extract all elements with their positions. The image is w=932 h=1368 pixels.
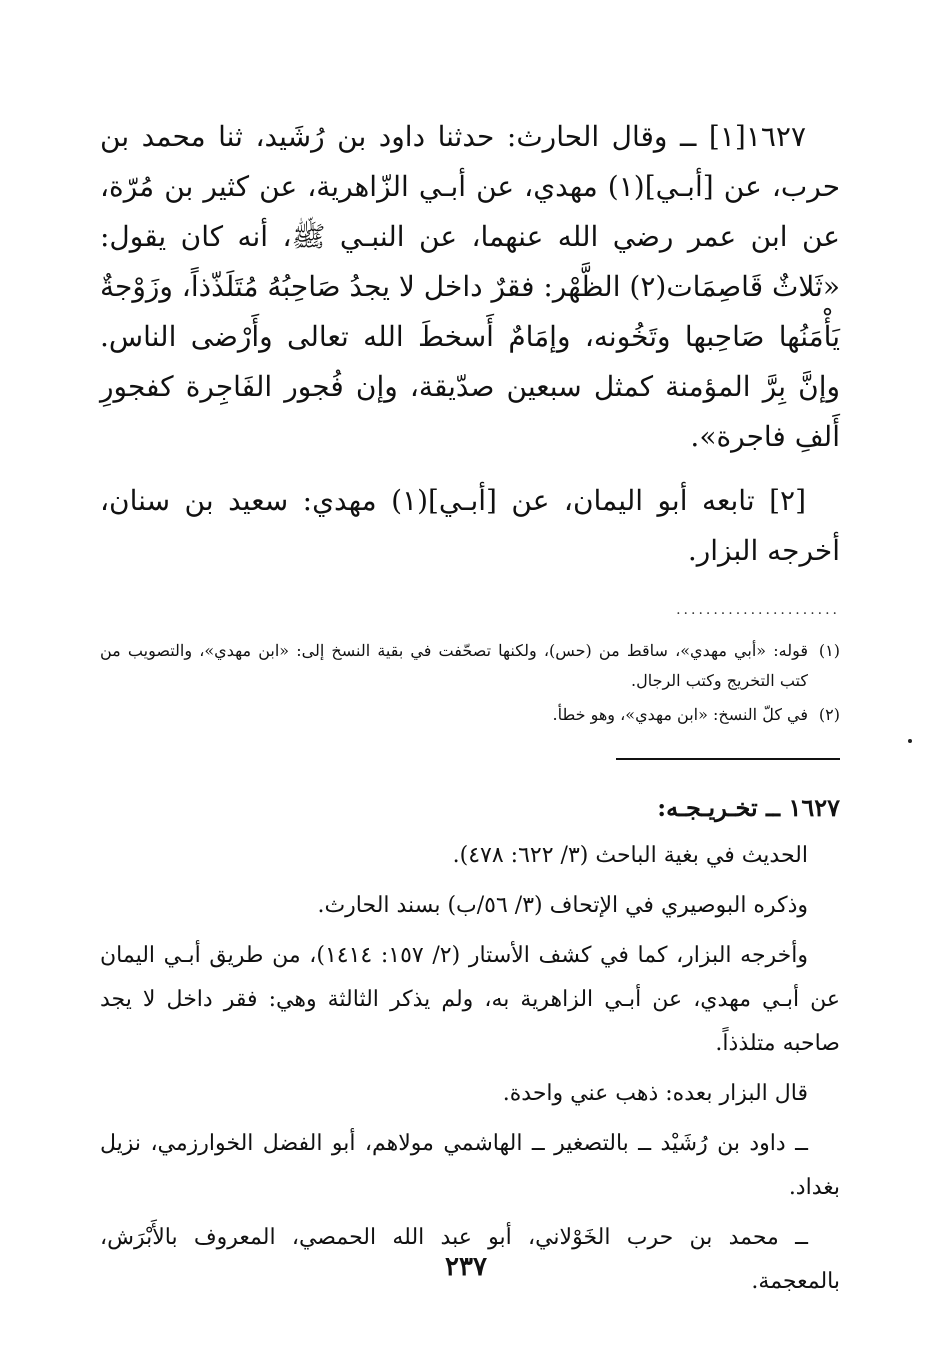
footnote-separator-dots: ...................... <box>676 606 840 614</box>
takhrij-heading: ١٦٢٧ ــ تخـريـجـه: <box>657 793 840 822</box>
footnote-number: (١) <box>818 641 840 660</box>
takhrij-paragraph: ــ داود بن رُشَيْد ــ بالتصغير ــ الهاشمي مولاهم، أبو الفضل الخوارزمي، نزيل بغداد. <box>100 1131 840 1200</box>
footnote-text: قوله: «أبي مهدي»، ساقط من (حس)، ولكنها تصحّفت في بقية النسخ إلى: «ابن مهدي»، والتصويب من كتب التخريج وكتب الرجال. <box>100 641 808 690</box>
page-body <box>100 112 840 1304</box>
footnote-number: (٢) <box>818 705 840 724</box>
page-number: ٢٣٧ <box>445 1252 487 1282</box>
hadith-text <box>100 112 840 576</box>
hadith-paragraph-2: [٢] تابعه أبو اليمان، عن [أبـي](١) مهدي: سعيد بن سنان، أخرجه البزار. <box>100 484 840 567</box>
takhrij-paragraph: وأخرجه البزار، كما في كشف الأستار (٢/ ١٥٧: ١٤١٤)، من طريق أبـي اليمان عن أبـي مهدي، عن أبـي الزاهرية به، ولم يذكر الثالثة وهي: فقر داخل لا يجد صاحبه متلذذاً. <box>100 943 840 1056</box>
takhrij-section <box>100 786 840 1304</box>
takhrij-paragraph: الحديث في بغية الباحث (٣/ ٦٢٢: ٤٧٨). <box>452 843 808 868</box>
takhrij-paragraph: وذكره البوصيري في الإتحاف (٣/ ٥٦/ب) بسند الحارث. <box>317 893 808 918</box>
footnotes <box>100 636 840 730</box>
footnote-2 <box>100 700 840 730</box>
takhrij-paragraph: قال البزار بعده: ذهب عني واحدة. <box>502 1081 808 1106</box>
hadith-paragraph-1: ١٦٢٧[١] ــ وقال الحارث: حدثنا داود بن رُشَيد، ثنا محمد بن حرب، عن [أبـي](١) مهدي، عن أبـي الزّاهرية، عن كثير بن مُرّة، عن ابن عمر رضي الله عنهما، عن النبـي ﷺ، أنه كان يقول: «ثَلاثٌ قَاصِمَات(٢) الظَّهْر: فقرٌ داخل لا يجدُ صَاحِبُهُ مُتَلَذّذاً، وزَوْجةٌ يَأْمَنُها صَاحِبها وتَخُونه، وإمَامٌ أَسخطَ الله تعالى وأَرْضى الناس. وإنَّ بِرَّ المؤمنة كمثل سبعين صدّيقة، وإن فُجور الفَاجِرة كفجورِ أَلفِ فاجرة». <box>100 120 840 453</box>
scan-speck <box>908 739 912 743</box>
footnote-text: في كلّ النسخ: «ابن مهدي»، وهو خطأ. <box>552 705 808 724</box>
takhrij-paragraph: ــ محمد بن حرب الخَوْلاني، أبو عبد الله الحمصي، المعروف بالأَبْرَش، بالمعجمة. <box>100 1225 840 1294</box>
footnote-1 <box>100 636 840 696</box>
section-divider <box>616 758 840 760</box>
